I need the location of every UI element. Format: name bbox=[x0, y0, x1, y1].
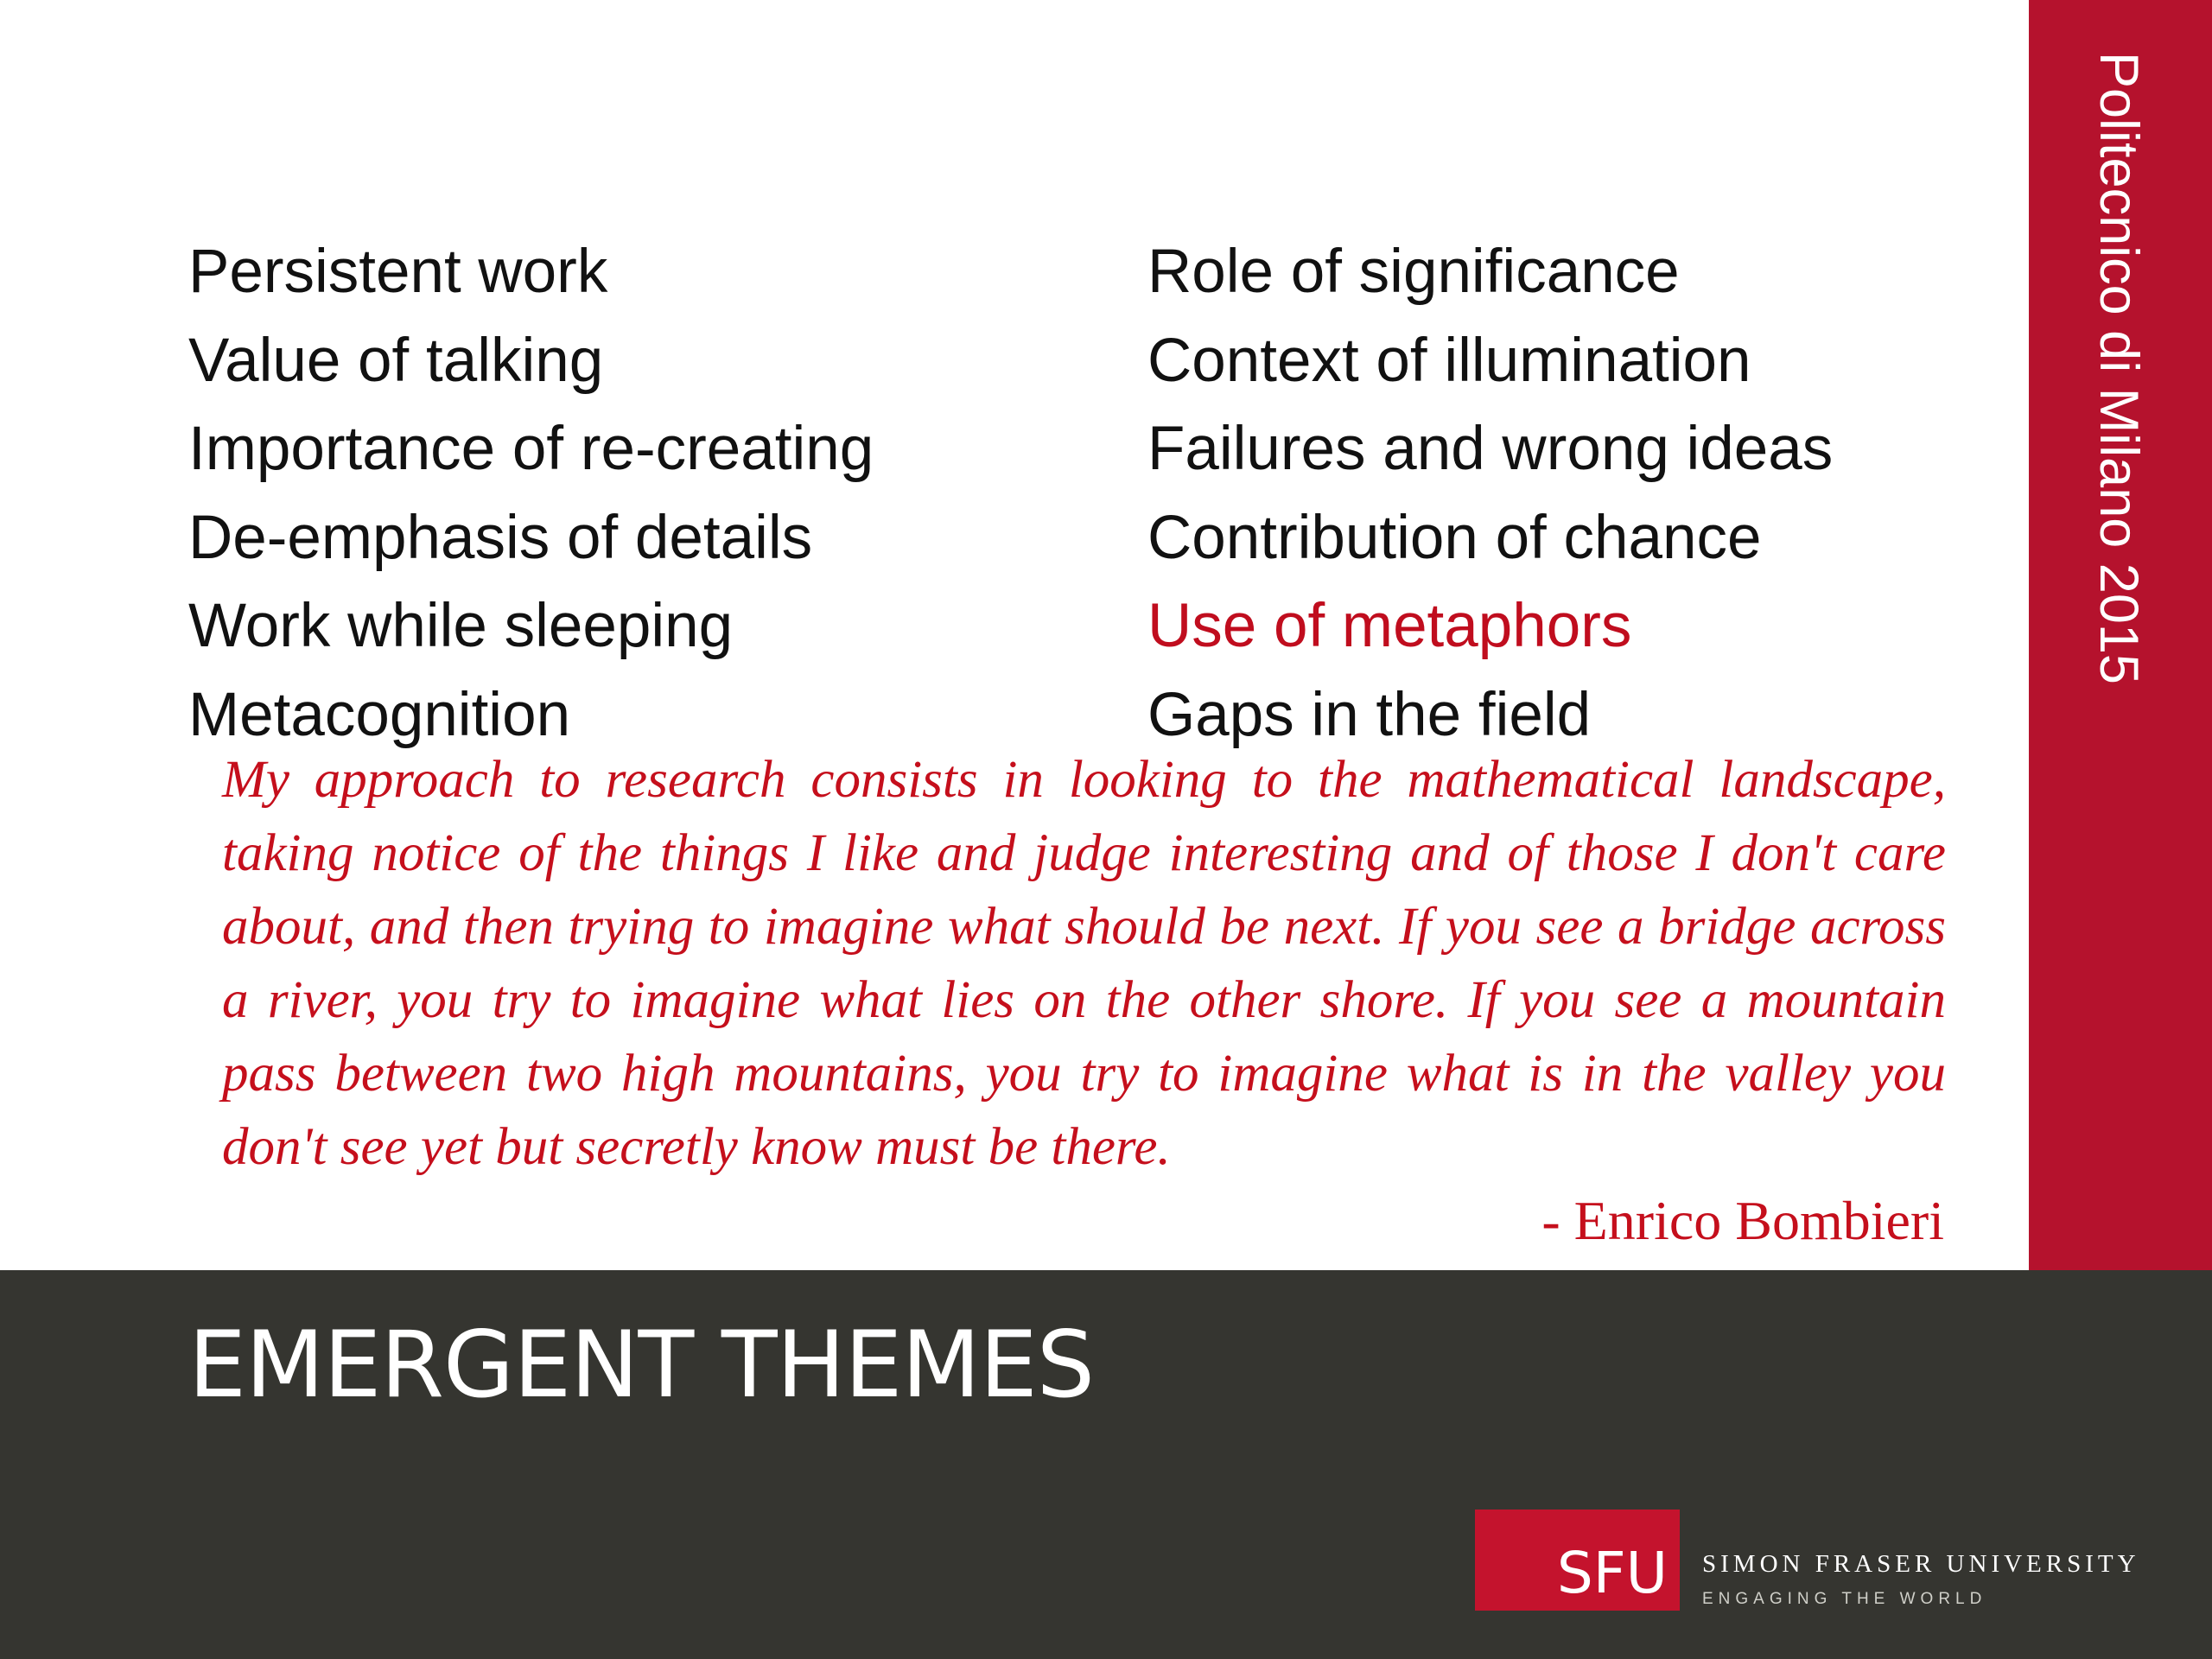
slide-title: EMERGENT THEMES bbox=[188, 1312, 1095, 1418]
theme-item: Persistent work bbox=[188, 238, 608, 306]
sfu-logo bbox=[1475, 1510, 1680, 1611]
theme-item: Value of talking bbox=[188, 326, 604, 395]
themes-left-column bbox=[188, 233, 874, 766]
theme-item: Context of illumination bbox=[1147, 326, 1751, 395]
theme-item: Importance of re-creating bbox=[188, 415, 874, 484]
bombieri-quote: My approach to research consists in looking to the mathematical landscape, taking notice of the things I like and judge interesting and of those I don't care about, and then trying to imagine what should be next. If you see a bridge across a river, you try to imagine what lies on the other shore. If you see a mountain pass between two high mountains, you try to imagine what is in the valley you don't see yet but secretly know must be there. bbox=[222, 751, 1946, 1176]
theme-item: Contribution of chance bbox=[1147, 503, 1762, 572]
themes-right-column bbox=[1147, 233, 1833, 766]
university-name: SIMON FRASER UNIVERSITY bbox=[1702, 1550, 2140, 1578]
theme-item: Role of significance bbox=[1147, 238, 1680, 306]
theme-item: Metacognition bbox=[188, 680, 571, 749]
theme-item: De-emphasis of details bbox=[188, 503, 813, 572]
theme-item: Work while sleeping bbox=[188, 592, 734, 661]
theme-item: Failures and wrong ideas bbox=[1147, 415, 1834, 484]
sfu-logo-text: SFU bbox=[1556, 1540, 1668, 1606]
theme-item-highlighted: Use of metaphors bbox=[1147, 592, 1632, 661]
quote-attribution: - Enrico Bombieri bbox=[1541, 1190, 1944, 1251]
theme-item: Gaps in the field bbox=[1147, 680, 1592, 749]
university-tagline: ENGAGING THE WORLD bbox=[1702, 1590, 1987, 1608]
sidebar-label: Politecnico di Milano 2015 bbox=[2088, 52, 2149, 684]
